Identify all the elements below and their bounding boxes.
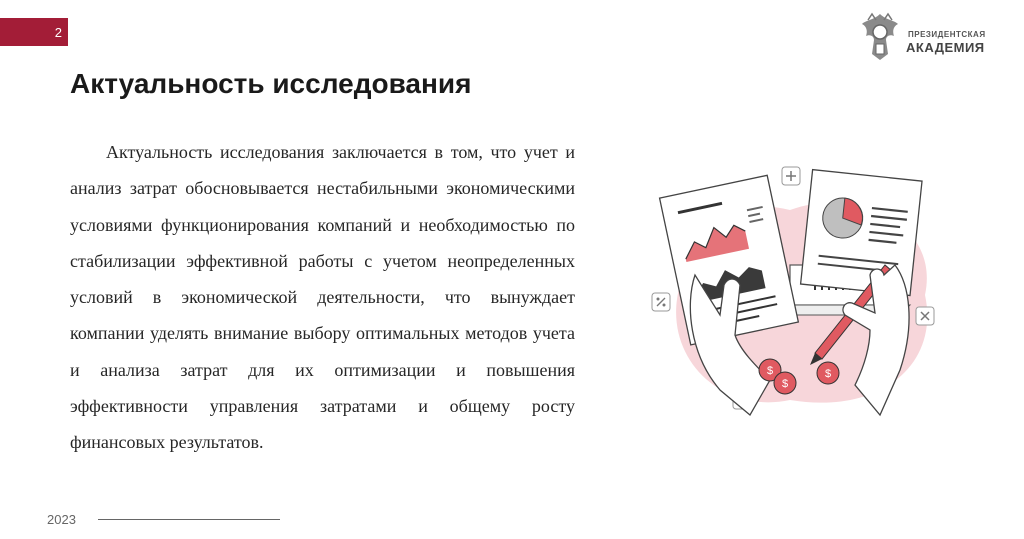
coin-icon — [774, 372, 796, 394]
footer-divider — [98, 519, 280, 520]
percent-icon — [652, 293, 670, 311]
academy-logo — [858, 10, 998, 66]
coin-icon — [817, 362, 839, 384]
plus-icon — [782, 167, 800, 185]
footer-year: 2023 — [47, 512, 76, 527]
logo-text-line1: ПРЕЗИДЕНТСКАЯ — [908, 30, 986, 39]
finance-analysis-illustration — [640, 165, 950, 430]
eagle-emblem-icon — [858, 10, 902, 64]
svg-text:$: $ — [824, 368, 832, 380]
svg-text:$: $ — [766, 365, 774, 377]
body-paragraph: Актуальность исследования заключается в том, что учет и анализ затрат обосновывается нестабильными экономическими условиями функционирования компаний и необходимостью по стабилизации эффективной работы с учетом неопределенных условий в экономической деятельности, что вынуждает компании уделять внимание выбору оптимальных методов учета и анализа затрат для их оптимизации и повышения эффективности управления затратами и общему росту финансовых результатов. — [70, 142, 575, 453]
slide-number: 2 — [54, 25, 62, 40]
svg-text:$: $ — [781, 378, 789, 390]
logo-text-line2: АКАДЕМИЯ — [906, 40, 985, 55]
report-document-right — [801, 170, 922, 296]
page-title: Актуальность исследования — [70, 68, 472, 99]
close-small-icon — [916, 307, 934, 325]
slide-number-tab — [0, 18, 68, 46]
